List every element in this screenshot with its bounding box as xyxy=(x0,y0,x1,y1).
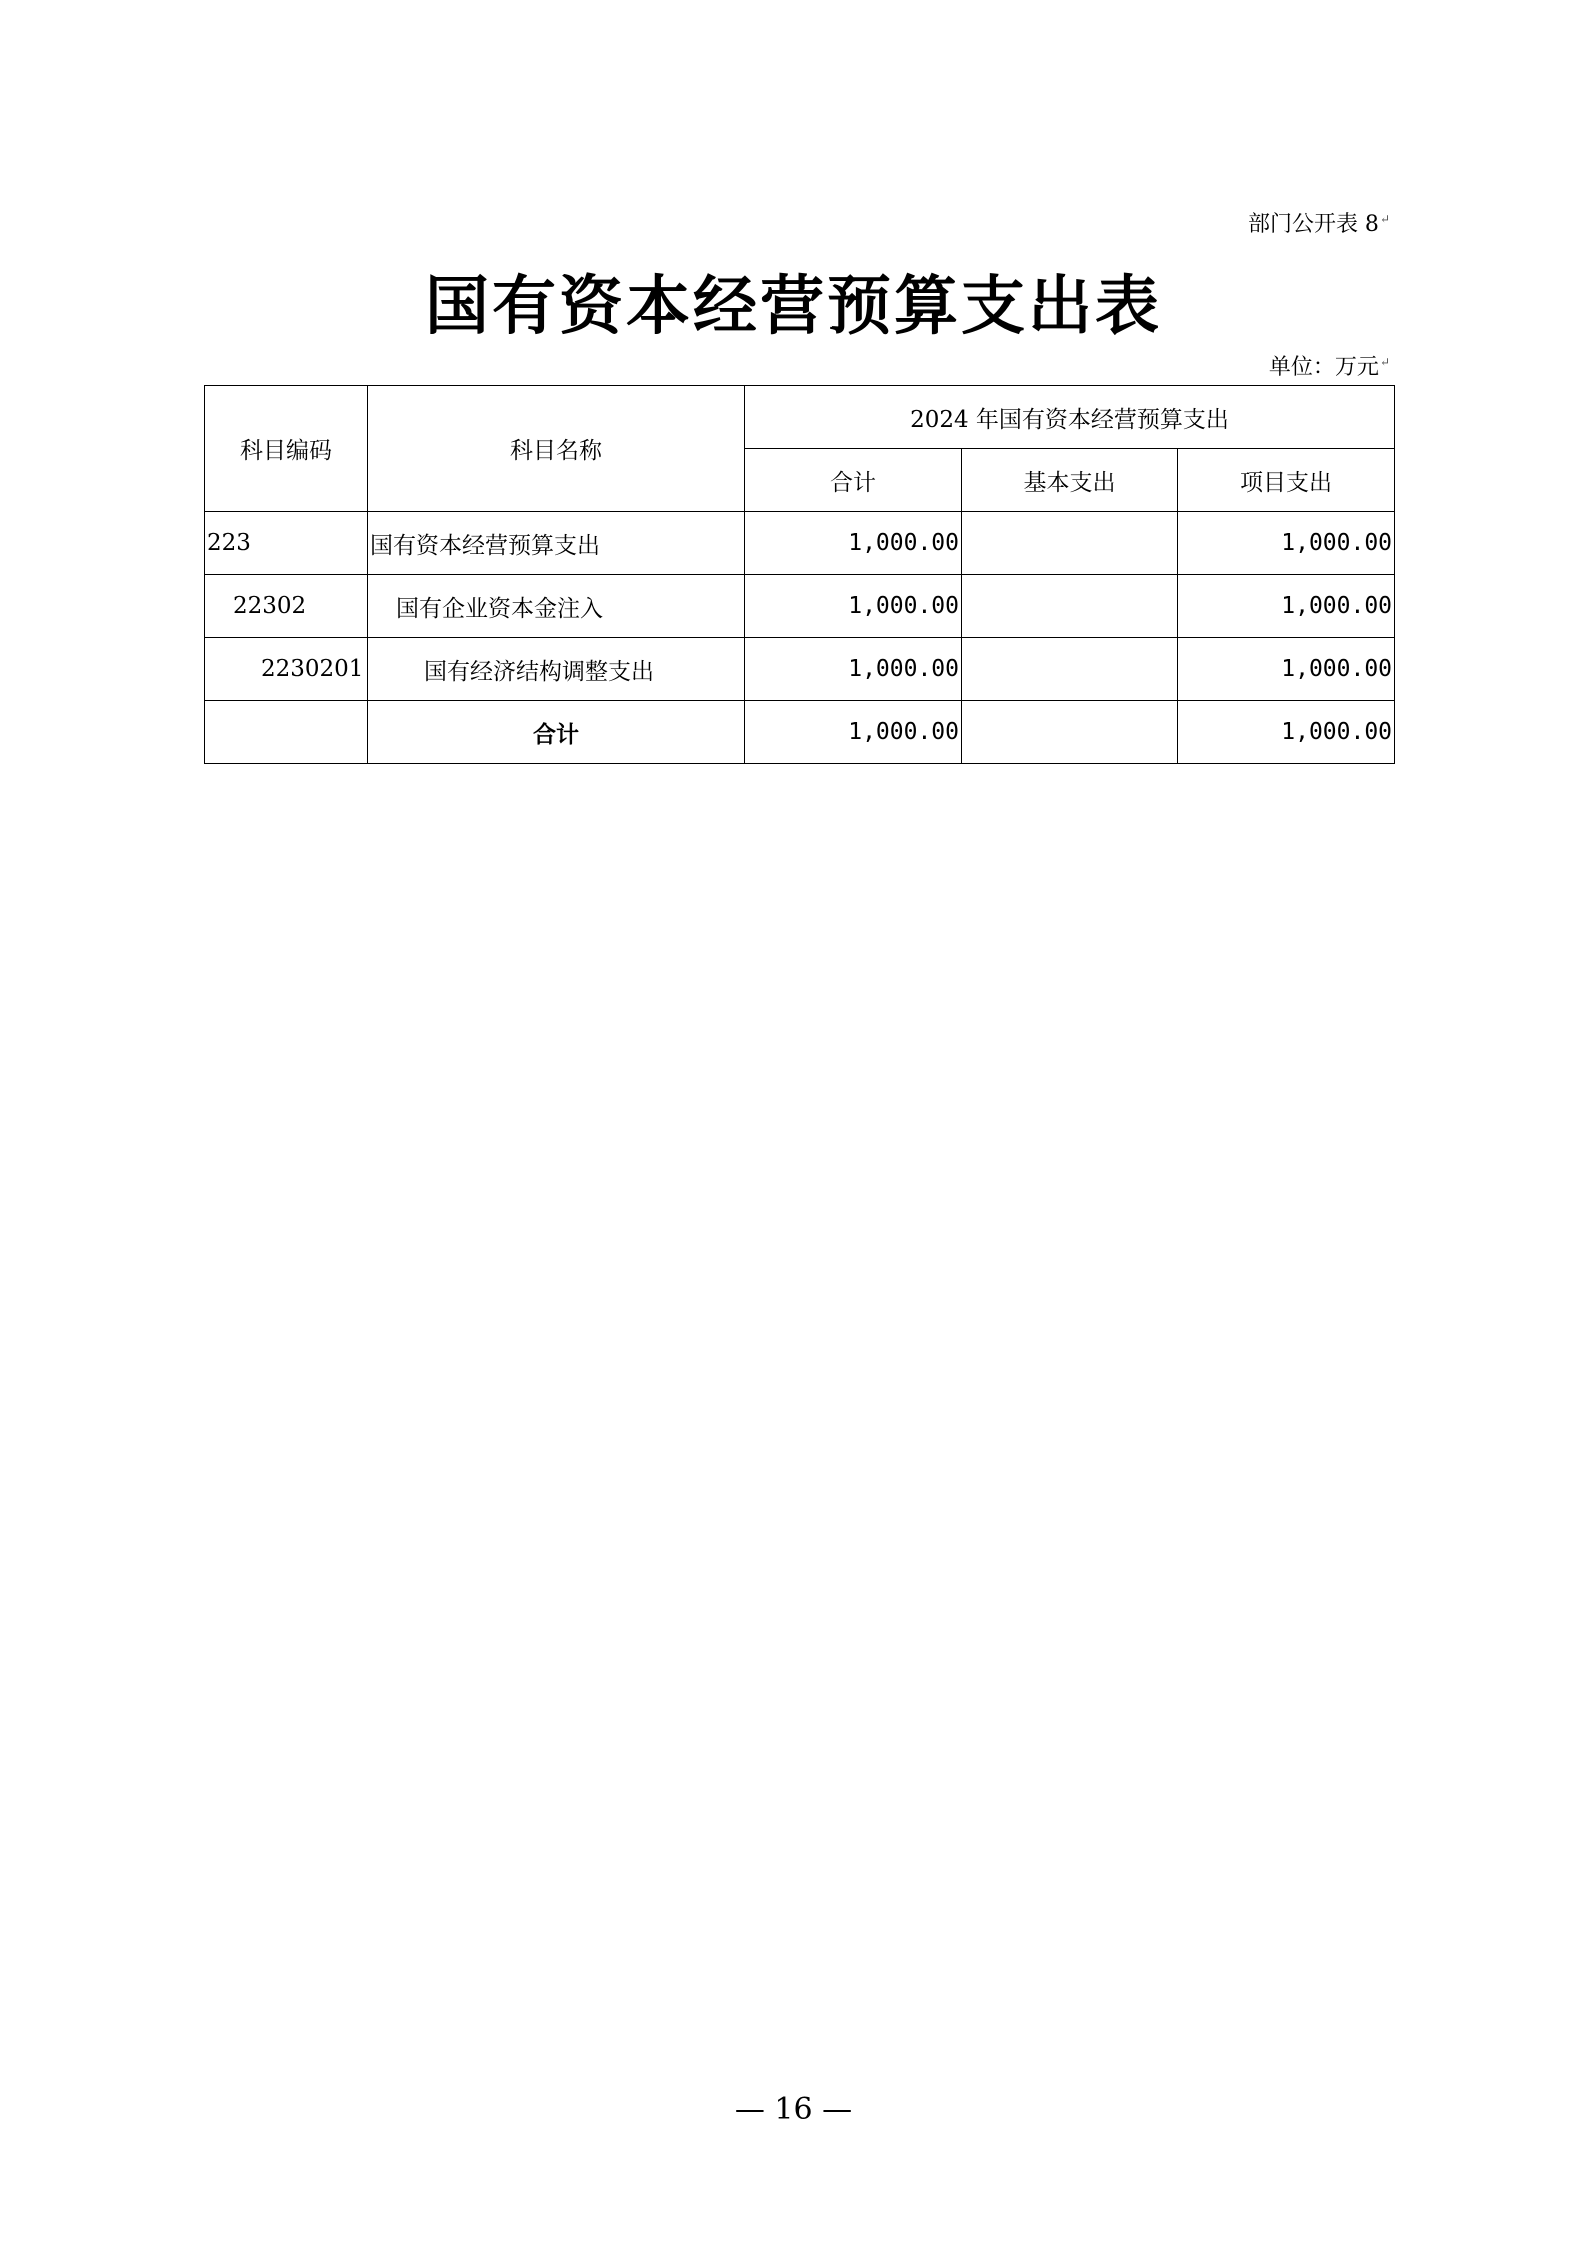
total-total: 1,000.00 xyxy=(745,701,962,764)
form-number: 部门公开表 8↵ xyxy=(1247,211,1390,237)
unit-label: 单位：万元↵ xyxy=(1268,354,1390,380)
row-basic xyxy=(962,575,1178,638)
row-total: 1,000.00 xyxy=(745,575,962,638)
total-basic xyxy=(962,701,1178,764)
header-group: 2024 年国有资本经营预算支出 xyxy=(745,386,1395,449)
budget-table xyxy=(204,385,1395,764)
table-row xyxy=(205,575,1395,638)
header-name: 科目名称 xyxy=(368,386,745,512)
row-total: 1,000.00 xyxy=(745,638,962,701)
header-basic: 基本支出 xyxy=(962,449,1178,512)
row-name: 国有企业资本金注入 xyxy=(368,575,745,638)
row-code: 223 xyxy=(205,512,368,575)
table-total-row xyxy=(205,701,1395,764)
row-basic xyxy=(962,512,1178,575)
row-name: 国有资本经营预算支出 xyxy=(368,512,745,575)
page-number: — 16 — xyxy=(734,2092,853,2127)
row-code: 2230201 xyxy=(205,638,368,701)
row-code: 22302 xyxy=(205,575,368,638)
table-row xyxy=(205,638,1395,701)
header-code: 科目编码 xyxy=(205,386,368,512)
page-title: 国有资本经营预算支出表 xyxy=(425,270,1162,344)
header-project: 项目支出 xyxy=(1178,449,1395,512)
row-total: 1,000.00 xyxy=(745,512,962,575)
total-code-cell xyxy=(205,701,368,764)
table-header-row xyxy=(205,386,1395,449)
row-project: 1,000.00 xyxy=(1178,575,1395,638)
total-project: 1,000.00 xyxy=(1178,701,1395,764)
row-name: 国有经济结构调整支出 xyxy=(368,638,745,701)
total-label: 合计 xyxy=(368,701,745,764)
table-row xyxy=(205,512,1395,575)
row-basic xyxy=(962,638,1178,701)
row-project: 1,000.00 xyxy=(1178,638,1395,701)
header-total: 合计 xyxy=(745,449,962,512)
row-project: 1,000.00 xyxy=(1178,512,1395,575)
